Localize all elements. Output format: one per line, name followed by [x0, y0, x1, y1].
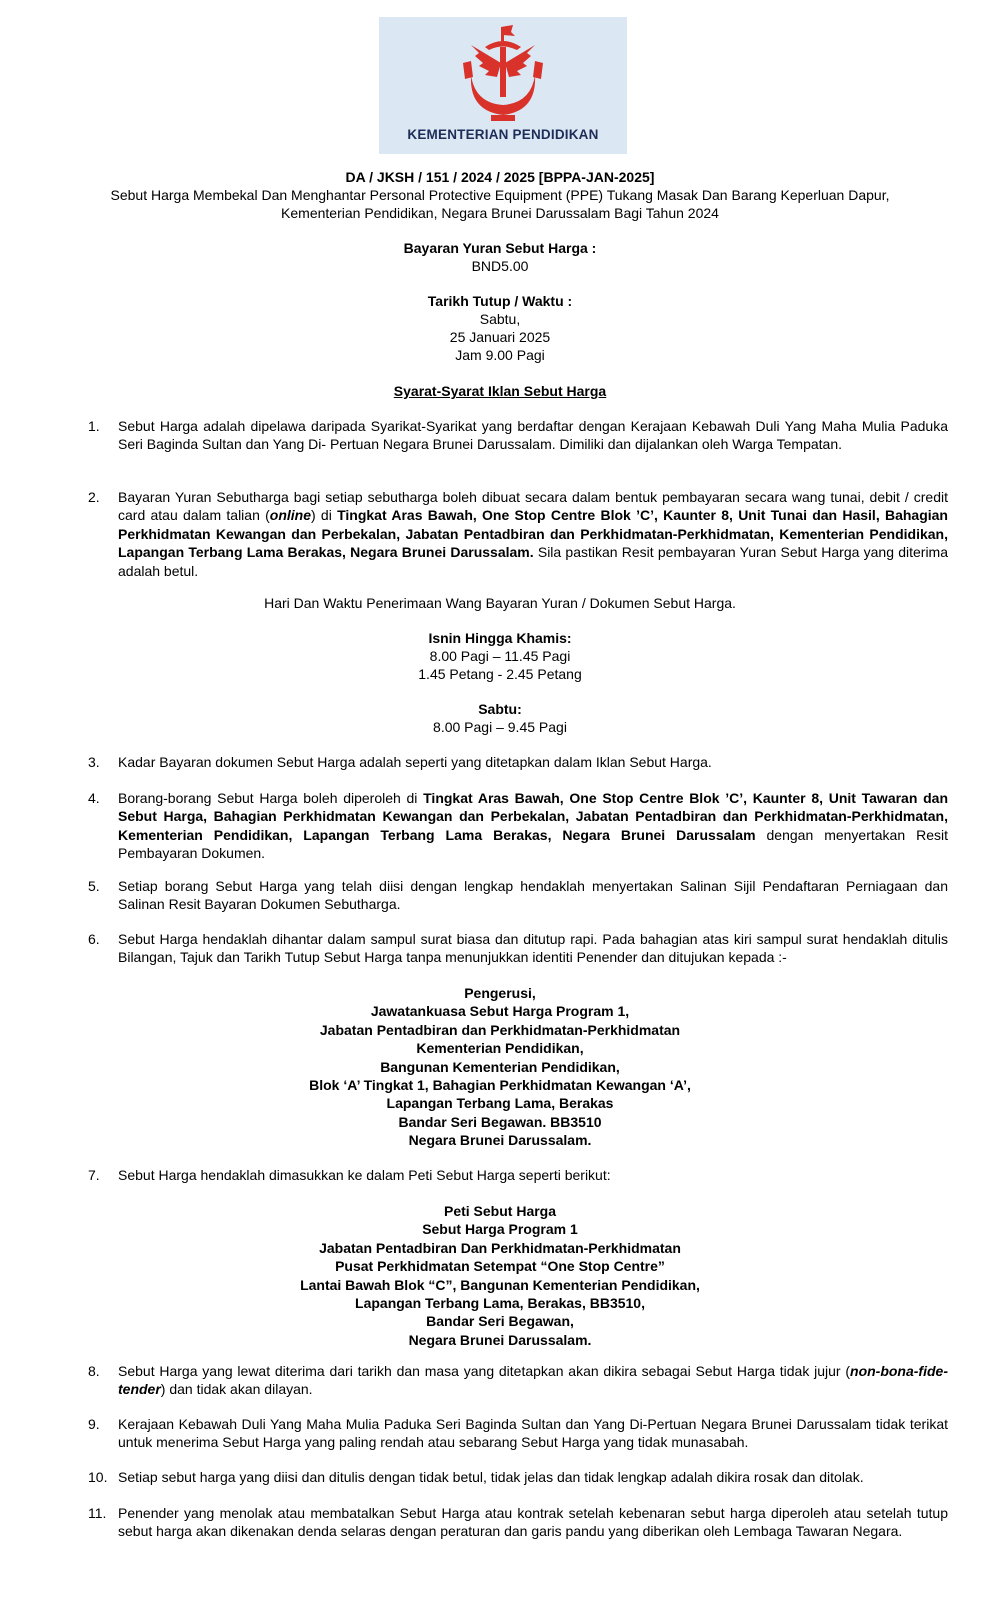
address-line: Lapangan Terbang Lama, Berakas	[386, 1095, 614, 1112]
closing-label: Tarikh Tutup / Waktu :	[427, 293, 573, 309]
tender-box-address	[90, 1202, 910, 1349]
address-line: Bangunan Kementerian Pendidikan,	[380, 1058, 620, 1075]
condition-item	[88, 1504, 950, 1541]
condition-item	[88, 1415, 950, 1452]
ministry-name: KEMENTERIAN PENDIDIKAN	[407, 127, 599, 142]
item-number: 7.	[88, 1167, 100, 1183]
condition-item	[88, 789, 950, 863]
address-line: Negara Brunei Darussalam.	[408, 1132, 592, 1149]
reference-number: DA / JKSH / 151 / 2024 / 2025 [BPPA-JAN-2025]	[345, 169, 655, 185]
weekday-label: Isnin Hingga Khamis:	[428, 630, 572, 646]
item-number: 1.	[88, 418, 100, 434]
brunei-crest-icon	[449, 23, 557, 125]
condition-item	[88, 1166, 950, 1184]
item-text: Kerajaan Kebawah Duli Yang Maha Mulia Paduka Seri Baginda Sultan dan Yang Di-Pertuan Negara Brunei Darussalam tidak terikat untuk menerima Sebut Harga yang paling rendah atau sebarang Sebut Harga yang tidak munasabah.	[118, 1416, 948, 1451]
box-line: Peti Sebut Harga	[443, 1203, 557, 1219]
item-text: Sebut Harga hendaklah dimasukkan ke dalam Peti Sebut Harga seperti berikut:	[118, 1167, 611, 1183]
box-line: Bandar Seri Begawan,	[426, 1313, 574, 1330]
saturday-label: Sabtu:	[478, 701, 522, 717]
item-number: 4.	[88, 790, 100, 806]
item-text: Kadar Bayaran dokumen Sebut Harga adalah seperti yang ditetapkan dalam Iklan Sebut Harga.	[118, 754, 712, 770]
item-text: Penender yang menolak atau membatalkan Sebut Harga atau kontrak setelah kebenaran sebut harga diperoleh atau setelah tutup sebut harga akan dikenakan denda selaras dengan peraturan dan garis pandu yang diberikan oleh Lembaga Tawaran Negara.	[118, 1505, 948, 1540]
item-text: Sebut Harga hendaklah dihantar dalam sampul surat biasa dan ditutup rapi. Pada bahagian atas kiri sampul surat hendaklah ditulis Bilangan, Tajuk dan Tarikh Tutup Sebut Harga tanpa menunjukkan identiti Penender dan ditujukan kepada :-	[118, 931, 948, 966]
item-number: 2.	[88, 489, 100, 505]
item-number: 8.	[88, 1363, 100, 1379]
item-text: Bayaran Yuran Sebutharga bagi setiap sebutharga boleh dibuat secara dalam bentuk pembayaran secara wang tunai, debit / credit card atau dalam talian (online) di Tingkat Aras Bawah, One Stop Centre Blok ’C’, Kaunter 8, Unit Tunai dan Hasil, Bahagian Perkhidmatan Kewangan dan Perbekalan, Jabatan Pentadbiran dan Perkhidmatan-Perkhidmatan, Kementerian Pendidikan, Lapangan Terbang Lama Berakas, Negara Brunei Darussalam. Sila pastikan Resit pembayaran Yuran Sebut Harga yang diterima adalah betul.	[118, 489, 949, 579]
item-number: 6.	[88, 931, 100, 947]
address-line: Jawatankuasa Sebut Harga Program 1,	[370, 1003, 630, 1020]
condition-item	[88, 417, 950, 454]
item-text: Setiap sebut harga yang diisi dan ditulis dengan tidak betul, tidak jelas dan tidak lengkap adalah dikira rosak dan ditolak.	[118, 1469, 864, 1485]
item-number: 3.	[88, 754, 100, 770]
closing-date: 25 Januari 2025	[449, 329, 551, 345]
item-number: 10.	[88, 1469, 108, 1485]
fee-label: Bayaran Yuran Sebut Harga :	[403, 240, 597, 256]
weekday-hours-2: 1.45 Petang - 2.45 Petang	[418, 666, 582, 682]
box-line: Jabatan Pentadbiran Dan Perkhidmatan-Perkhidmatan	[319, 1239, 681, 1256]
condition-item	[88, 1468, 950, 1486]
item-text: Setiap borang Sebut Harga yang telah diisi dengan lengkap hendaklah menyertakan Salinan Sijil Pendaftaran Perniagaan dan Salinan Resit Bayaran Dokumen Sebutharga.	[118, 878, 948, 913]
title-line-1: Sebut Harga Membekal Dan Menghantar Personal Protective Equipment (PPE) Tukang Masak Dan Barang Keperluan Dapur,	[110, 187, 890, 203]
condition-item	[88, 930, 950, 967]
address-line: Kementerian Pendidikan,	[416, 1040, 584, 1057]
title-line-2: Kementerian Pendidikan, Negara Brunei Darussalam Bagi Tahun 2024	[281, 205, 719, 221]
address-line: Blok ‘A’ Tingkat 1, Bahagian Perkhidmatan Kewangan ‘A’,	[309, 1077, 691, 1094]
condition-item	[88, 753, 950, 771]
address-line: Bandar Seri Begawan. BB3510	[398, 1113, 602, 1130]
weekday-hours-1: 8.00 Pagi – 11.45 Pagi	[429, 648, 571, 664]
closing-day: Sabtu,	[479, 311, 521, 327]
address-line: Pengerusi,	[464, 985, 536, 1001]
address-line: Jabatan Pentadbiran dan Perkhidmatan-Perkhidmatan	[319, 1021, 681, 1038]
item-number: 9.	[88, 1416, 100, 1432]
box-line: Pusat Perkhidmatan Setempat “One Stop Centre”	[335, 1258, 665, 1275]
conditions-title: Syarat-Syarat Iklan Sebut Harga	[393, 383, 607, 399]
saturday-hours: 8.00 Pagi – 9.45 Pagi	[433, 719, 567, 735]
item-text: Sebut Harga yang lewat diterima dari tarikh dan masa yang ditetapkan akan dikira sebagai Sebut Harga tidak jujur (non-bona-fide-tender) dan tidak akan dilayan.	[118, 1363, 948, 1398]
item-number: 5.	[88, 878, 100, 894]
condition-item	[88, 877, 950, 914]
item-number: 11.	[88, 1505, 107, 1521]
condition-item	[88, 1362, 950, 1399]
box-line: Sebut Harga Program 1	[422, 1221, 578, 1238]
item-text: Borang-borang Sebut Harga boleh diperoleh di Tingkat Aras Bawah, One Stop Centre Blok ’C’, Kaunter 8, Unit Tawaran dan Sebut Harga, Bahagian Perkhidmatan Kewangan dan Perbekalan, Jabatan Pentadbiran dan Perkhidmatan-Perkhidmatan, Kementerian Pendidikan, Lapangan Terbang Lama Berakas, Negara Brunei Darussalam dengan menyertakan Resit Pembayaran Dokumen.	[118, 790, 948, 862]
box-line: Negara Brunei Darussalam.	[408, 1331, 592, 1348]
item-text: Sebut Harga adalah dipelawa daripada Syarikat-Syarikat yang berdaftar dengan Kerajaan Kebawah Duli Yang Maha Mulia Paduka Seri Baginda Sultan dan Yang Di- Pertuan Negara Brunei Darussalam. Dimiliki dan dijalankan oleh Warga Tempatan.	[118, 418, 948, 453]
closing-time: Jam 9.00 Pagi	[455, 347, 545, 363]
hours-intro: Hari Dan Waktu Penerimaan Wang Bayaran Yuran / Dokumen Sebut Harga.	[264, 595, 736, 611]
condition-item	[88, 488, 950, 580]
address-block	[90, 984, 910, 1150]
ministry-logo	[379, 17, 627, 154]
box-line: Lantai Bawah Blok “C”, Bangunan Kementerian Pendidikan,	[300, 1276, 700, 1293]
fee-value: BND5.00	[471, 258, 529, 274]
box-line: Lapangan Terbang Lama, Berakas, BB3510,	[355, 1295, 645, 1312]
